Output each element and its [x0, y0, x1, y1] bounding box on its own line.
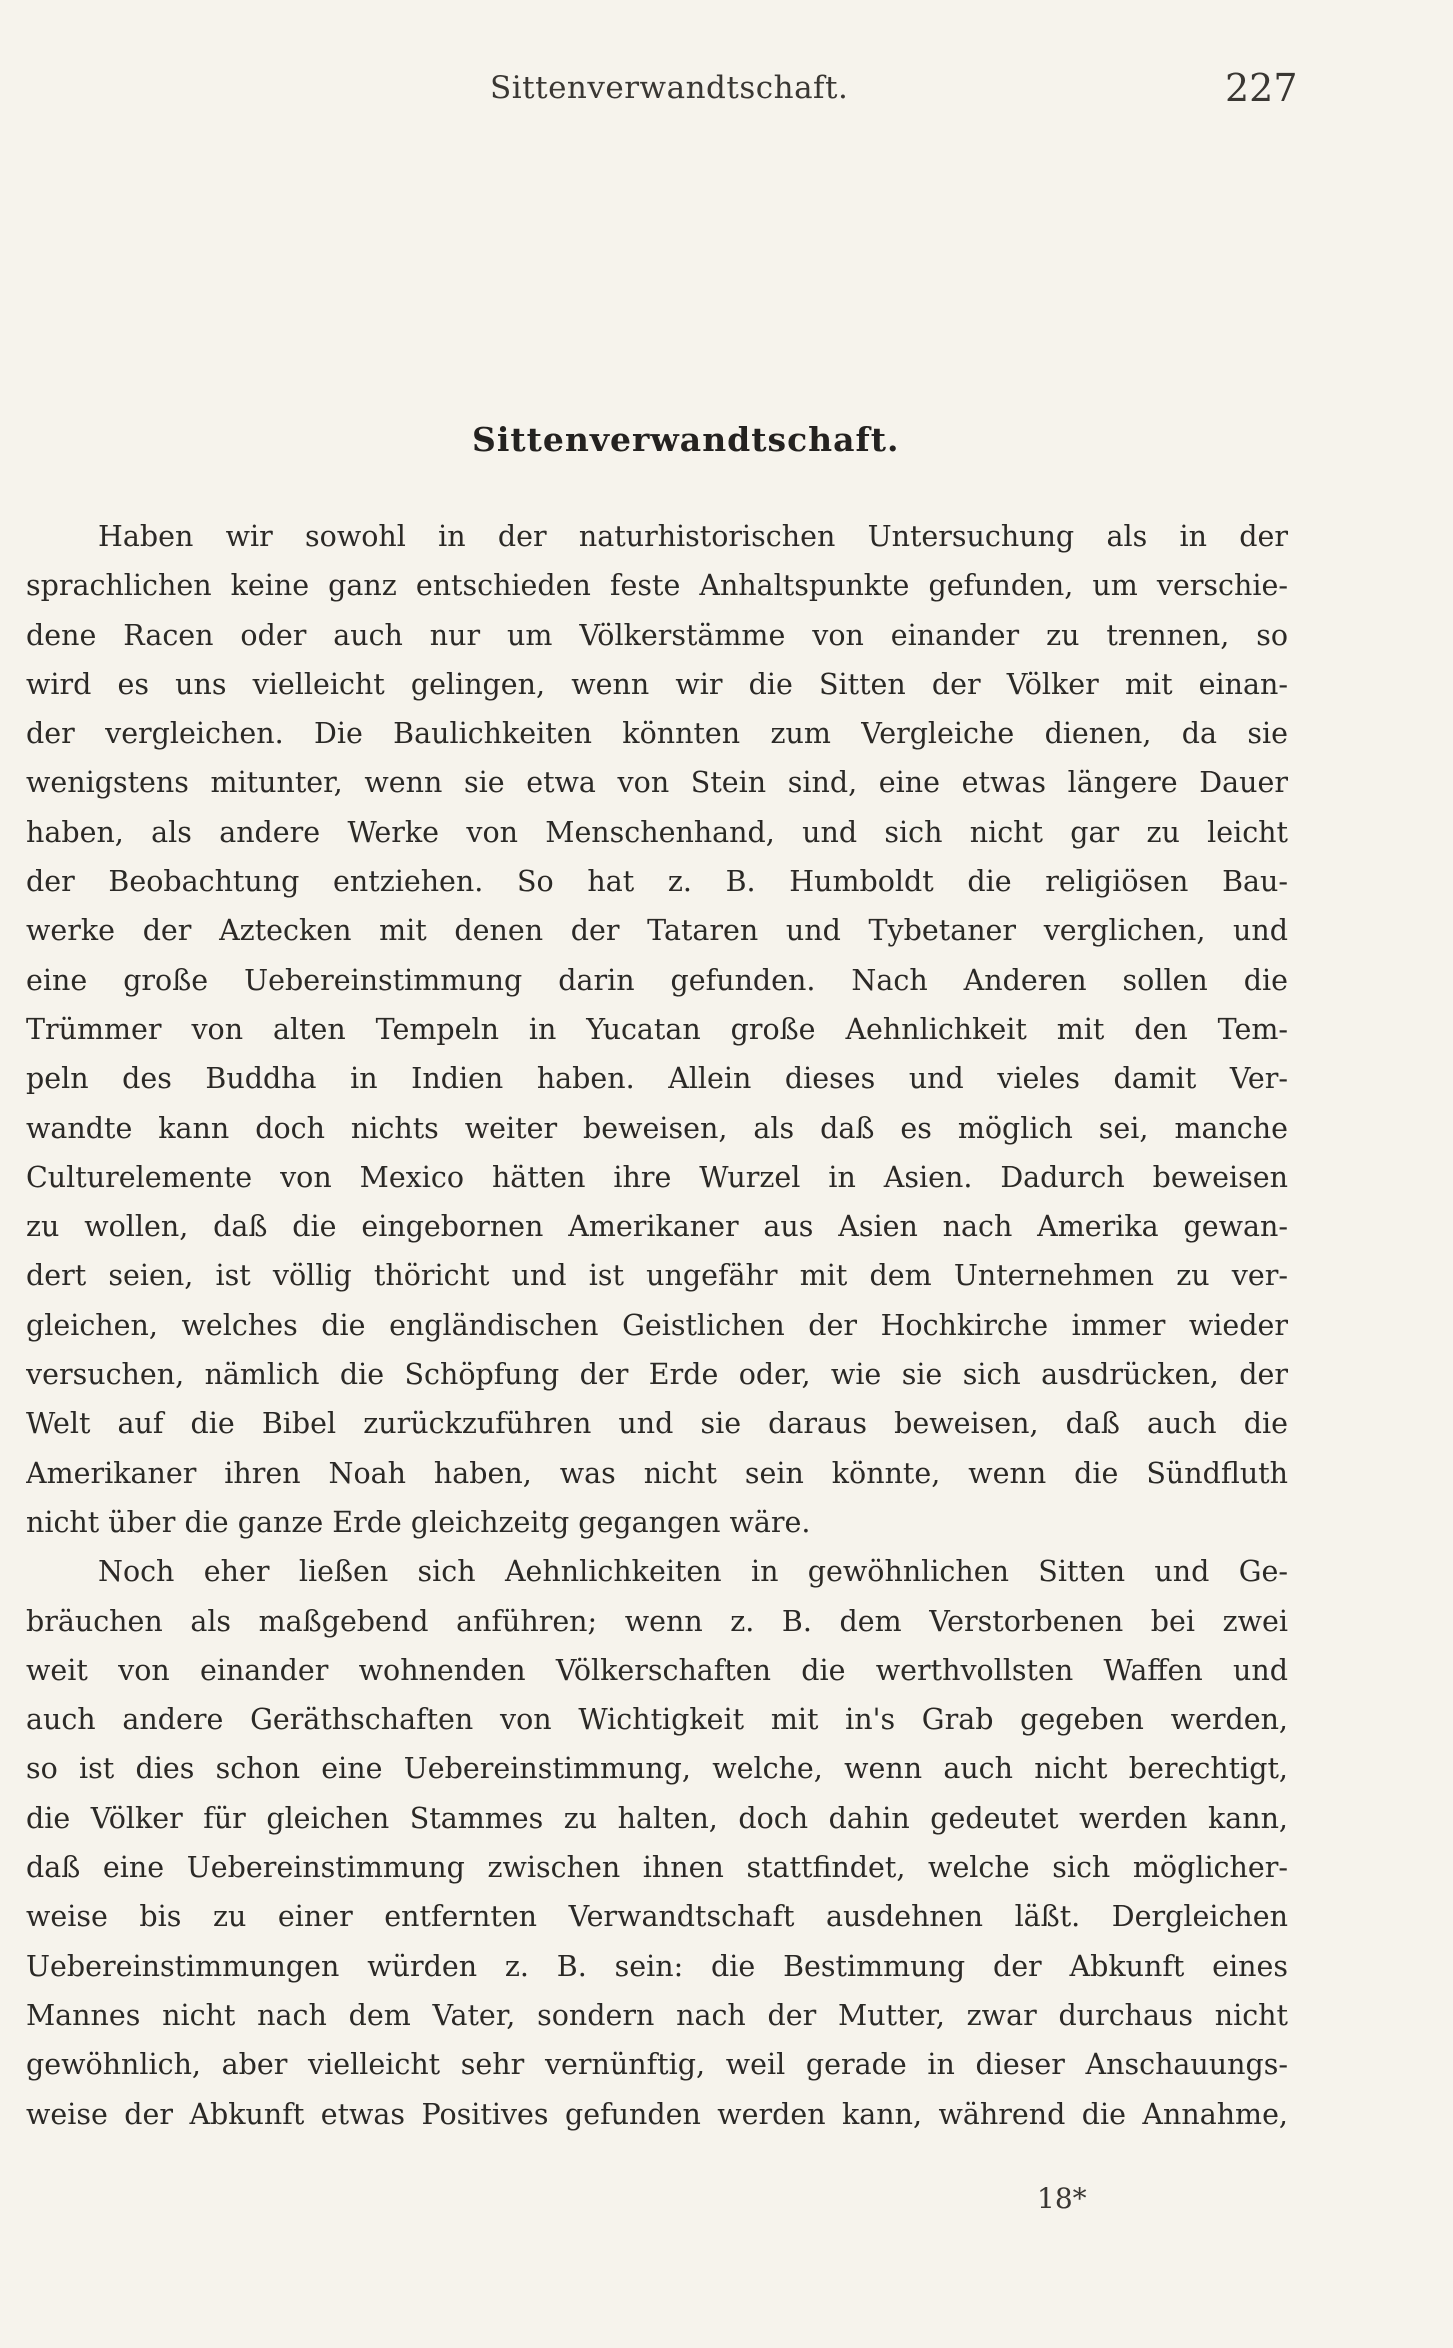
text-line: Haben wir sowohl in der naturhistorischen Untersuchung als in der: [98, 520, 1288, 553]
text-line: Noch eher ließen sich Aehnlichkeiten in gewöhnlichen Sitten und Ge-: [98, 1555, 1288, 1589]
page-number: 227: [1225, 66, 1298, 110]
text-line: sprachlichen keine ganz entschieden feste Anhaltspunkte gefunden, um verschie-: [26, 569, 1288, 603]
text-line: werke der Aztecken mit denen der Tataren und Tybetaner verglichen, und: [26, 914, 1288, 948]
text-line: eine große Uebereinstimmung darin gefunden. Nach Anderen sollen die: [26, 963, 1288, 997]
text-line: gleichen, welches die engländischen Geistlichen der Hochkirche immer wieder: [26, 1308, 1288, 1342]
text-line: daß eine Uebereinstimmung zwischen ihnen stattfindet, welche sich möglicher-: [26, 1851, 1288, 1885]
text-line: versuchen, nämlich die Schöpfung der Erde oder, wie sie sich ausdrücken, der: [26, 1358, 1288, 1392]
text-line: wandte kann doch nichts weiter beweisen, als daß es möglich sei, manche: [26, 1111, 1288, 1145]
text-line: Trümmer von alten Tempeln in Yucatan große Aehnlichkeit mit den Tem-: [26, 1012, 1288, 1046]
text-line: Welt auf die Bibel zurückzuführen und sie daraus beweisen, daß auch die: [26, 1407, 1288, 1441]
text-line: der Beobachtung entziehen. So hat z. B. Humboldt die religiösen Bau-: [26, 865, 1288, 899]
text-line: nicht über die ganze Erde gleichzeitg gegangen wäre.: [26, 1505, 811, 1539]
signature-mark: 18*: [1037, 2182, 1087, 2215]
text-line: bräuchen als maßgebend anführen; wenn z. B. dem Verstorbenen bei zwei: [26, 1604, 1288, 1638]
text-line: dert seien, ist völlig thöricht und ist ungefähr mit dem Unternehmen zu ver-: [26, 1259, 1288, 1293]
text-line: Uebereinstimmungen würden z. B. sein: die Bestimmung der Abkunft eines: [26, 1949, 1288, 1983]
text-line: der vergleichen. Die Baulichkeiten könnten zum Vergleiche dienen, da sie: [26, 717, 1288, 751]
text-line: weit von einander wohnenden Völkerschaften die werthvollsten Waffen und: [26, 1653, 1288, 1687]
text-line: weise bis zu einer entfernten Verwandtschaft ausdehnen läßt. Dergleichen: [26, 1900, 1288, 1934]
text-line: Culturelemente von Mexico hätten ihre Wurzel in Asien. Dadurch beweisen: [26, 1160, 1288, 1194]
text-line: so ist dies schon eine Uebereinstimmung, welche, wenn auch nicht berechtigt,: [26, 1752, 1288, 1786]
text-line: gewöhnlich, aber vielleicht sehr vernünftig, weil gerade in dieser Anschauungs-: [26, 2048, 1288, 2082]
running-head-title: Sittenverwandtschaft.: [490, 70, 849, 106]
text-line: weise der Abkunft etwas Positives gefunden werden kann, während die Annahme,: [26, 2097, 1288, 2131]
text-line: Mannes nicht nach dem Vater, sondern nach der Mutter, zwar durchaus nicht: [26, 1998, 1288, 2032]
text-line: dene Racen oder auch nur um Völkerstämme von einander zu trennen, so: [26, 618, 1288, 652]
text-line: peln des Buddha in Indien haben. Allein dieses und vieles damit Ver-: [26, 1062, 1288, 1096]
text-line: auch andere Geräthschaften von Wichtigkeit mit in's Grab gegeben werden,: [26, 1703, 1288, 1737]
text-line: die Völker für gleichen Stammes zu halten, doch dahin gedeutet werden kann,: [26, 1801, 1288, 1835]
body-text: [26, 512, 1288, 2139]
text-line: zu wollen, daß die eingebornen Amerikaner aus Asien nach Amerika gewan-: [26, 1210, 1288, 1244]
section-title: Sittenverwandtschaft.: [472, 420, 900, 459]
text-line: wird es uns vielleicht gelingen, wenn wir die Sitten der Völker mit einan-: [26, 667, 1288, 701]
text-line: wenigstens mitunter, wenn sie etwa von Stein sind, eine etwas längere Dauer: [26, 766, 1288, 800]
text-line: haben, als andere Werke von Menschenhand, und sich nicht gar zu leicht: [26, 815, 1288, 849]
text-line: Amerikaner ihren Noah haben, was nicht sein könnte, wenn die Sündfluth: [26, 1456, 1288, 1490]
